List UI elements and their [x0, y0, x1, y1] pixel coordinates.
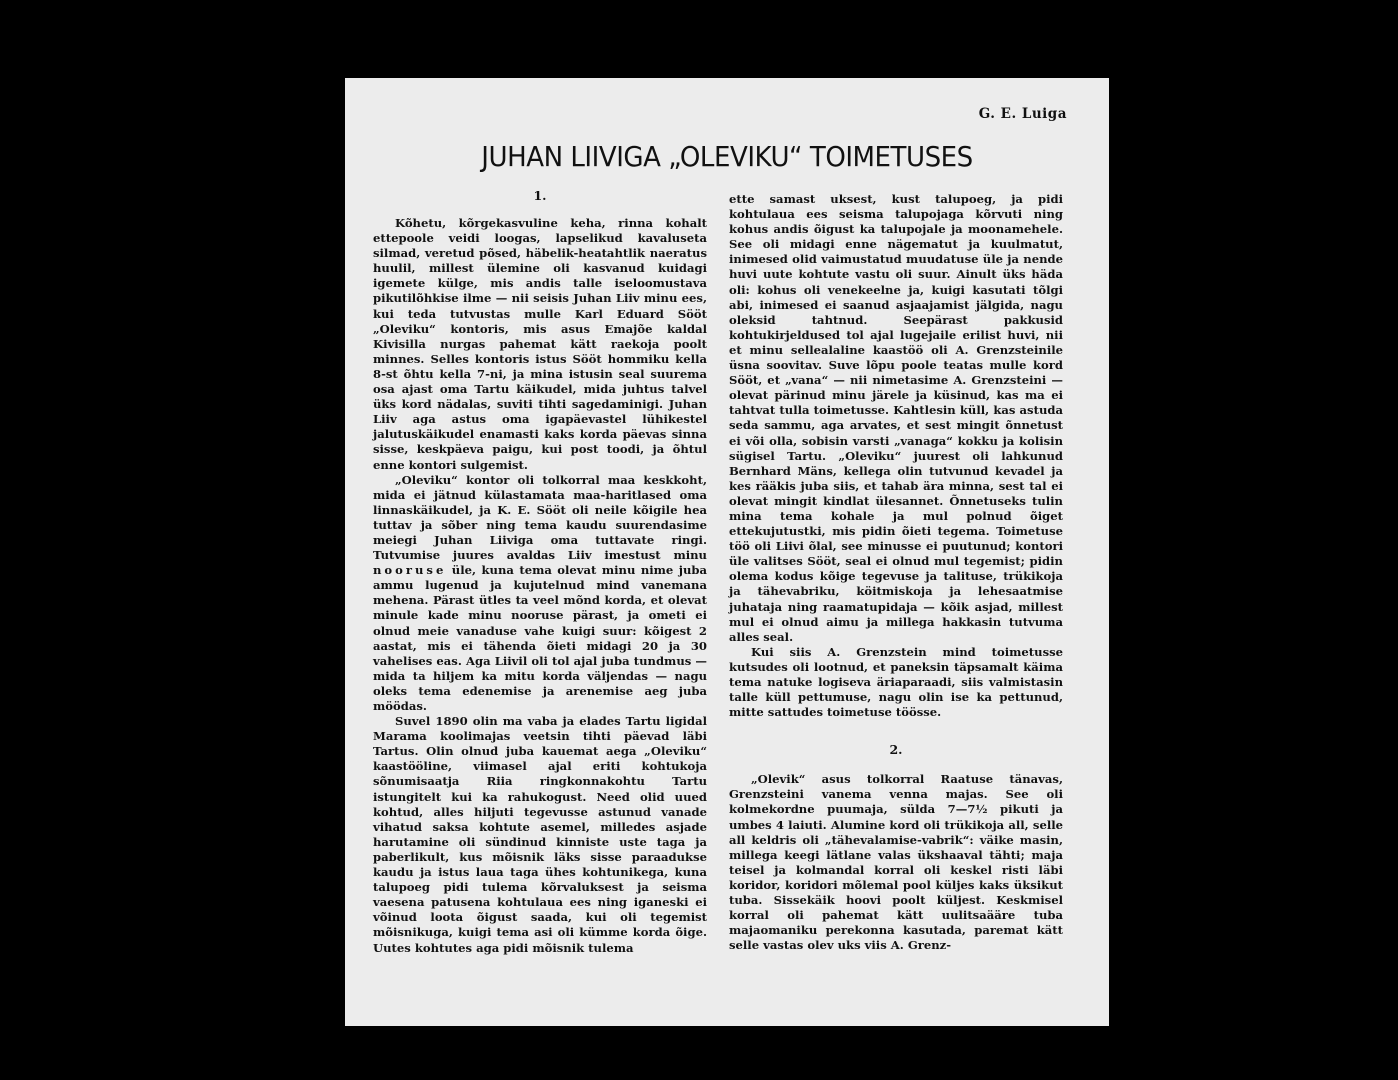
- paragraph: Kõhetu, kõrgekasvuline keha, rinna kohalt ettepoole veidi loogas, lapselikud kavaluseta silmad, veretud põsed, häbelik-heatahtlik naeratus huulil, millest ülemine oli kasvanud kuidagi igemete külge, mis andis talle iseloomustava pikutilõhkise ilme — nii seisis Juhan Liiv minu ees, kui teda tutvustas mulle Karl Eduard Sööt „Oleviku“ kontoris, mis asus Emajõe kaldal Kivisilla nurgas pahemat kätt raekoja poolt minnes. Selles kontoris istus Sööt hommiku kella 8-st õhtu kella 7-ni, ja mina istusin seal suurema osa ajast oma Tartu käikudel, mida juhtus talvel üks kord nädalas, suviti tihti sagedaminigi. Juhan Liiv aga astus oma igapäevastel lühikestel jalutuskäikudel enamasti kaks korda päevas sinna sisse, keskpäeva paigu, kui post toodi, ja õhtul enne kontori sulgemist.: [373, 216, 707, 472]
- right-column: [729, 192, 1063, 953]
- paragraph: Kui siis A. Grenzstein mind toimetusse kutsudes oli lootnud, et paneksin täpsamalt käima tema natuke logiseva äriaparaadi, siis valmistasin talle küll pettumuse, nagu olin ise ka pettunud, mitte sattudes toimetuse töösse.: [729, 644, 1063, 720]
- article-page: [345, 78, 1109, 1026]
- paragraph: „Olevik“ asus tolkorral Raatuse tänavas, Grenzsteini vanema venna majas. See oli kolmekordne puumaja, sülda 7—7½ pikuti ja umbes 4 laiuti. Alumine kord oli trükikoja all, selle all keldris oli „tähevalamise-vabrik“: väike masin, millega keegi lätlane valas ükshaaval tähti; maja teisel ja kolmandal korral oli keskel risti läbi koridor, koridori mõlemal pool küljes kaks üksikut tuba. Sissekäik hoovi poolt küljest. Keskmisel korral oli pahemat kätt uulitsaääre tuba majaomaniku perekonna kasutada, paremat kätt selle vastas olev uks viis A. Grenz-: [729, 772, 1063, 953]
- paragraph: Suvel 1890 olin ma vaba ja elades Tartu ligidal Marama koolimajas veetsin tihti päevad läbi Tartus. Olin olnud juba kauemat aega „Oleviku“ kaastööline, viimasel ajal eriti kohtukoja sõnumisaatja Riia ringkonnakohtu Tartu istungitelt kui ka rahukogust. Need olid uued kohtud, alles hiljuti tegevusse astunud vanade vihatud saksa kohtute asemel, milledes asjade harutamine oli sündinud kinniste uste taga ja paberlikult, kus mõisnik läks sisse paraadukse kaudu ja istus laua taga ühes kohtunikega, kuna talupoeg pidi tulema kõrvaluksest ja seisma vaesena patusena kohtulaua ees ning iganeski ei võinud loota õigust saada, kui oli tegemist mõisnikuga, kuigi tema asi oli kümme korda õige. Uutes kohtutes aga pidi mõisnik tulema: [373, 714, 707, 955]
- paragraph-text: „Oleviku“ kontor oli tolkorral maa keskkoht, mida ei jätnud külastamata maa-haritlased oma linnaskäikudel, ja K. E. Sööt oli neile kõigile hea tuttav ja sõber ning tema kaudu suurendasime meiegi Juhan Liiviga oma tuttavate ringi. Tutvumise juures avaldas Liiv imestust minu: [373, 472, 707, 563]
- section-number-1: 1.: [533, 188, 547, 203]
- left-column: [373, 188, 707, 956]
- paragraph-text: üle, kuna tema olevat minu nime juba ammu lugenud ja kujutelnud mind vanemana mehena. Pärast ütles ta veel mõnd korda, et olevat minule kade minu nooruse pärast, ja ometi ei olnud meie vanaduse vahe kuigi suur: kõigest 2 aastat, mis ei tähenda õieti midagi 20 ja 30 vahelises eas. Aga Liivil oli tol ajal juba tundmus — mida ta hiljem ka mitu korda väljendas — nagu oleks tema edenemise ja arenemise aeg juba möödas.: [373, 563, 707, 713]
- emphasized-word: nooruse: [373, 563, 447, 578]
- article-title: JUHAN LIIVIGA „OLEVIKU“ TOIMETUSES: [481, 140, 973, 173]
- author-name: G. E. Luiga: [978, 106, 1067, 122]
- paragraph: [373, 473, 707, 715]
- section-number-2: 2.: [889, 742, 903, 758]
- paragraph: ette samast uksest, kust talupoeg, ja pidi kohtulaua ees seisma talupojaga kõrvuti ning kohus andis õigust ka talupojale ja moonamehele. See oli midagi enne nägematut ja kuulmatut, inimesed olid vaimustatud muudatuse üle ja nende huvi uute kohtute vastu oli suur. Ainult üks häda oli: kohus oli venekeelne ja, kuigi kasutati tõlgi abi, inimesed ei saanud asjaajamist jälgida, nagu oleksid tahtnud. Seepärast pakkusid kohtukirjeldused tol ajal lugejaile erilist huvi, nii et minu sellealaline kaastöö oli A. Grenzsteinile üsna soovitav. Suve lõpu poole teatas mulle kord Sööt, et „vana“ — nii nimetasime A. Grenzsteini — olevat pärinud minu järele ja küsinud, kas ma ei tahtvat tulla toimetusse. Kahtlesin küll, kas astuda seda sammu, aga arvates, et sest mingit õnnetust ei või olla, sobisin varsti „vanaga“ kokku ja kolisin sügisel Tartu. „Oleviku“ juurest oli lahkunud Bernhard Mäns, kellega olin tutvunud kevadel ja kes rääkis juba siis, et tahab ära minna, sest tal ei olevat mingit kindlat ülesannet. Õnnetuseks tulin mina tema kohale ja mul polnud õiget ettekujutustki, mis pidin õieti tegema. Toimetuse töö oli Liivi õlal, see minusse ei puutunud; kontori üle valitses Sööt, seal ei olnud mul tegemist; pidin olema kodus kõige tegevuse ja talituse, trükikoja ja tähevabriku, köitmiskoja ja lehesaatmise juhataja ning raamatupidaja — kõik asjad, millest mul ei olnud aimu ja millega hakkasin tutvuma alles seal.: [729, 192, 1063, 644]
